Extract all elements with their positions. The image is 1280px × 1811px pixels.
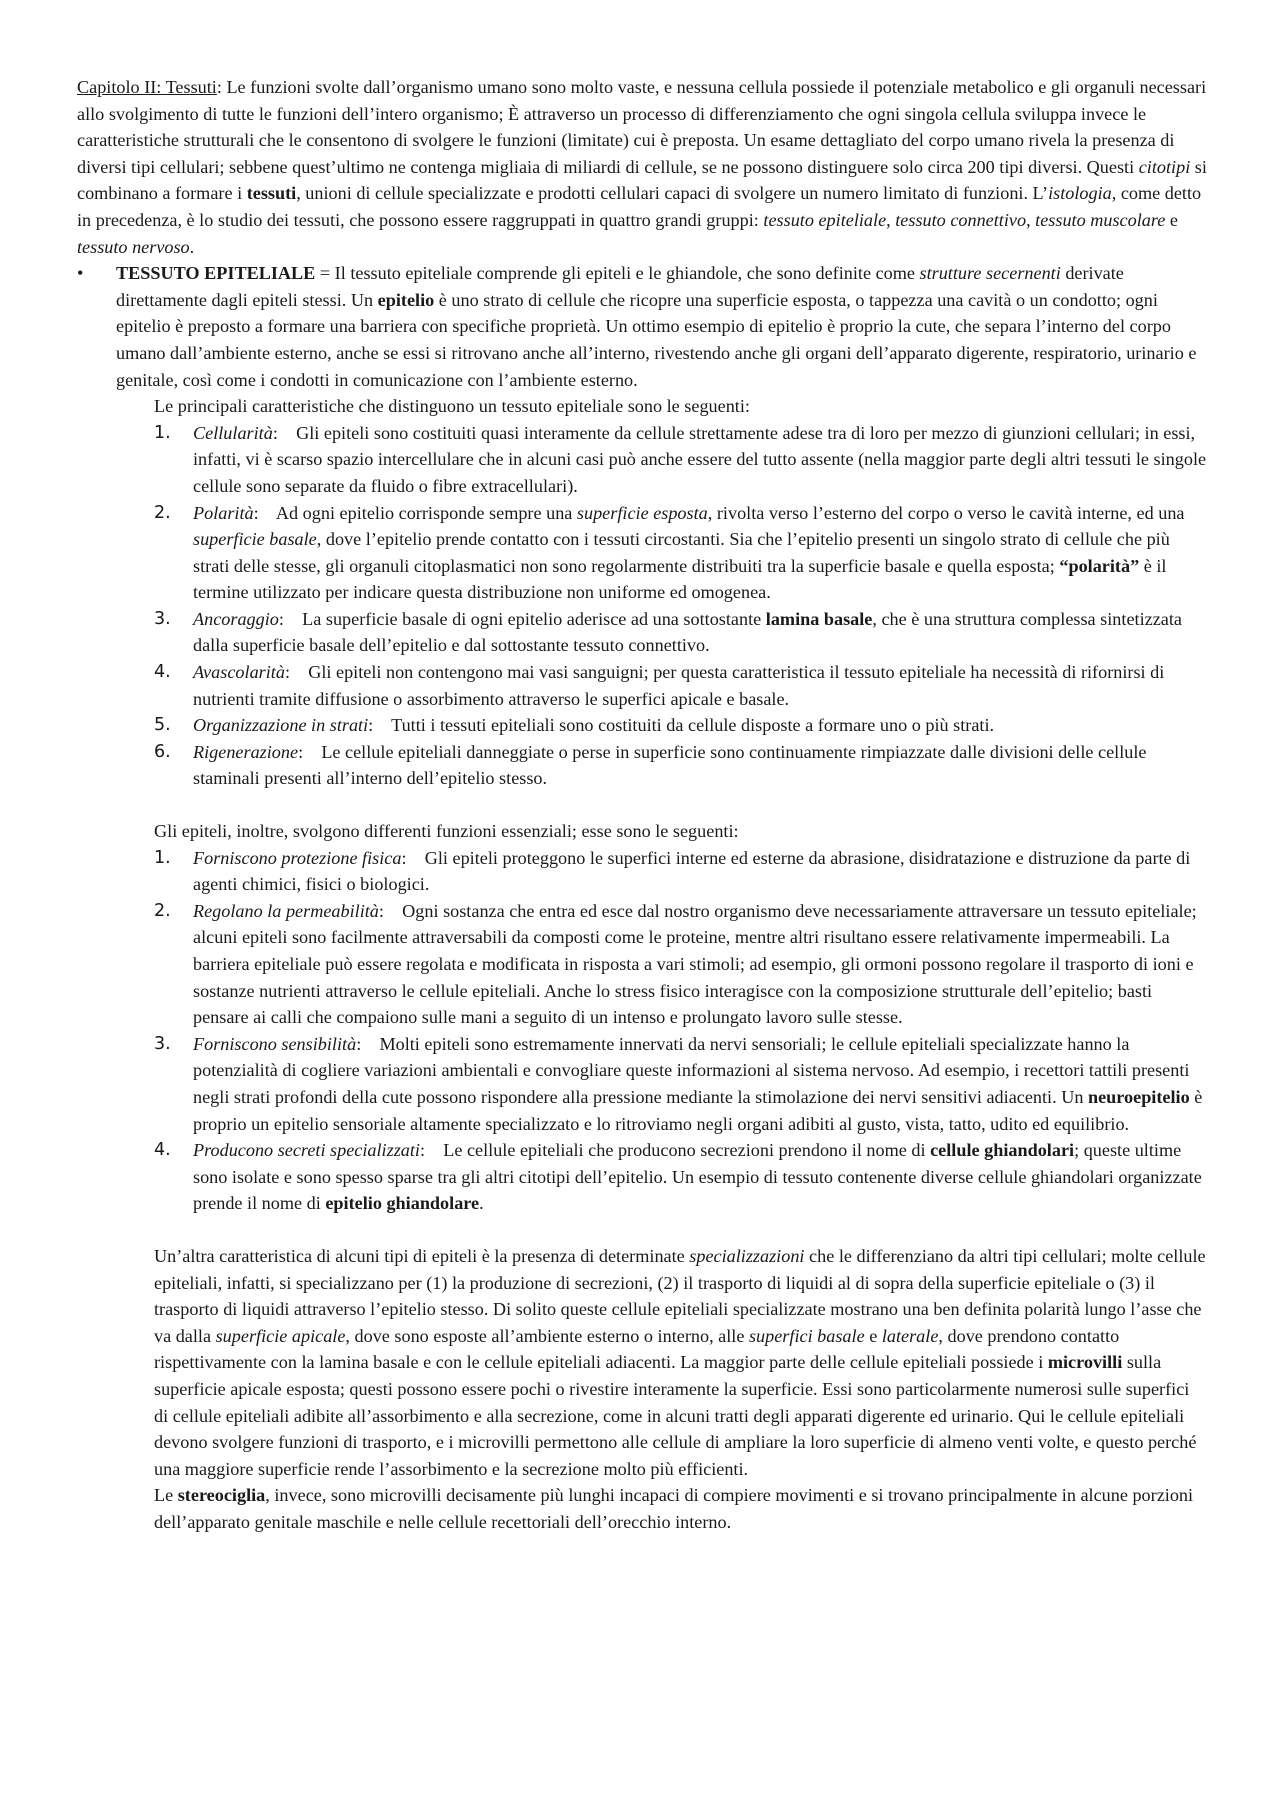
list-item: 3. Forniscono sensibilità: Molti epiteli sono estremamente innervati da nervi sensoriali; le cellule epiteliali specializzate hanno la potenzialità di cogliere variazioni ambientali e convogliare queste informazioni al sistema nervoso. Ad esempio, i recettori tattili presenti negli strati profondi della cute possono rispondere alla pressione mediante la stimolazione dei nervi sensitivi adiacenti. Un neuroepitelio è proprio un epitelio sensoriale altamente specializzato e lo ritroviamo negli organi adibiti al gusto, vista, tatto, udito ed equilibrio. <box>154 1033 1203 1134</box>
specializzazioni-paragraph: Un’altra caratteristica di alcuni tipi di epiteli è la presenza di determinate specializzazioni che le differenziano da altri tipi cellulari; molte cellule epiteliali, infatti, si specializzano per (1) la produzione di secrezioni, (2) il trasporto di liquidi al di sopra della superficie epiteliale o (3) il trasporto di liquidi attraverso l’epitelio stesso. Di solito queste cellule epiteliali specializzate mostrano una ben definita polarità lungo l’asse che va dalla superficie apicale, dove sono esposte all’ambiente esterno o interno, alle superfici basale e laterale, dove prendono contatto rispettivamente con la lamina basale e con le cellule epiteliali adiacenti. La maggior parte delle cellule epiteliali possiede i microvilli sulla superficie apicale esposta; questi possono essere pochi o rivestire interamente la superficie. Essi sono particolarmente numerosi sulle superfici di cellule epiteliali adibite all’assorbimento e alla secrezione, come in alcuni tratti degli apparati digerente ed urinario. Qui le cellule epiteliali devono svolgere funzioni di trasporto, e i microvilli permettono alle cellule di ampliare la loro superficie di almeno venti volte, e questo perché una maggiore superficie rende l’assorbimento e la secrezione molto più efficienti. <box>154 1245 1206 1479</box>
chapter-heading: Capitolo II: Tessuti <box>77 77 217 97</box>
funzioni-list <box>154 845 1207 1217</box>
list-item: 3. Ancoraggio: La superficie basale di ogni epitelio aderisce ad una sottostante lamina basale, che è una struttura complessa sintetizzata dalla superficie basale dell’epitelio e dal sottostante tessuto connettivo. <box>154 608 1182 656</box>
bullet-marker: • <box>77 263 84 284</box>
section-title: TESSUTO EPITELIALE <box>116 263 316 284</box>
funzioni-intro: Gli epiteli, inoltre, svolgono differenti funzioni essenziali; esse sono le seguenti: <box>154 821 739 842</box>
epitelio-bullet-item: • TESSUTO EPITELIALE = Il tessuto epiteliale comprende gli epiteli e le ghiandole, che sono definite come strutture secernenti derivate direttamente dagli epiteli stessi. Un epitelio è uno strato di cellule che ricopre una superficie esposta, o tappezza una cavità o un condotto; ogni epitelio è preposto a formare una barriera con specifiche proprietà. Un ottimo esempio di epitelio è proprio la cute, che separa l’interno del corpo umano dall’ambiente esterno, anche se essi si ritrovano anche all’interno, rivestendo anche gli organi dell’apparato digerente, respiratorio, urinario e genitale, così come i condotti in comunicazione con l’ambiente esterno. <box>77 260 1207 393</box>
list-item: 2. Regolano la permeabilità: Ogni sostanza che entra ed esce dal nostro organismo deve necessariamente attraversare un tessuto epiteliale; alcuni epiteli sono facilmente attraversabili da composti come le proteine, mentre altri risultano essere relativamente impermeabili. La barriera epiteliale può essere regolata e modificata in risposta a vari stimoli; ad esempio, gli ormoni possono regolare il trasporto di ioni e sostanze nutrienti attraverso le cellule epiteliali. Anche lo stress fisico interagisce con la composizione strutturale dell’epitelio; basti pensare ai calli che compaiono sulle mani a seguito di un intenso e prolungato lavoro sulle stesse. <box>154 900 1197 1028</box>
document-page <box>77 74 1207 1535</box>
caratteristiche-list <box>154 420 1207 792</box>
intro-paragraph: Capitolo II: Tessuti: Le funzioni svolte dall’organismo umano sono molto vaste, e nessuna cellula possiede il potenziale metabolico e gli organuli necessari allo svolgimento di tutte le funzioni dell’intero organismo; È attraverso un processo di differenziamento che ogni singola cellula sviluppa invece le caratteristiche strutturali che le consentono di svolgere le funzioni (limitate) cui è preposta. Un esame dettagliato del corpo umano rivela la presenza di diversi tipi cellulari; sebbene quest’ultimo ne contenga migliaia di miliardi di cellule, se ne possono distinguere solo circa 200 tipi diversi. Questi citotipi si combinano a formare i tessuti, unioni di cellule specializzate e prodotti cellulari capaci di svolgere un numero limitato di funzioni. L’istologia, come detto in precedenza, è lo studio dei tessuti, che possono essere raggruppati in quattro grandi gruppi: tessuto epiteliale, tessuto connettivo, tessuto muscolare e tessuto nervoso. <box>77 77 1207 257</box>
list-item: 6. Rigenerazione: Le cellule epiteliali danneggiate o perse in superficie sono continuamente rimpiazzate dalle divisioni delle cellule staminali presenti all’interno dell’epitelio stesso. <box>154 741 1147 789</box>
spacer <box>77 1217 1207 1243</box>
spacer <box>77 792 1207 818</box>
list-item: 2. Polarità: Ad ogni epitelio corrisponde sempre una superficie esposta, rivolta verso l’esterno del corpo o verso le cavità interne, ed una superficie basale, dove l’epitelio prende contatto con i tessuti circostanti. Sia che l’epitelio presenti un singolo strato di cellule che più strati delle stesse, gli organuli citoplasmatici non sono regolarmente distribuiti tra la superficie basale e quella esposta; “polarità” è il termine utilizzato per indicare questa distribuzione non uniforme ed omogenea. <box>154 502 1185 603</box>
list-item: 4. Producono secreti specializzati: Le cellule epiteliali che producono secrezioni prendono il nome di cellule ghiandolari; queste ultime sono isolate e sono spesso sparse tra gli altri citotipi dell’epitelio. Un esempio di tessuto contenente diverse cellule ghiandolari organizzate prende il nome di epitelio ghiandolare. <box>154 1140 1202 1214</box>
list-item: 1. Forniscono protezione fisica: Gli epiteli proteggono le superfici interne ed esterne da abrasione, disidratazione e distruzione da parte di agenti chimici, fisici o biologici. <box>154 847 1191 895</box>
list-item: 4. Avascolarità: Gli epiteli non contengono mai vasi sanguigni; per questa caratteristica il tessuto epiteliale ha necessità di rifornirsi di nutrienti tramite diffusione o assorbimento attraverso le superfici apicale e basale. <box>154 662 1165 709</box>
list-item: 1. Cellularità: Gli epiteli sono costituiti quasi interamente da cellule strettamente adese tra di loro per mezzo di giunzioni cellulari; in essi, infatti, vi è scarso spazio intercellulare che in alcuni casi può anche essere del tutto assente (nella maggior parte degli altri tessuti le singole cellule sono separate da fluido o fibre extracellulari). <box>154 422 1207 496</box>
stereociglia-paragraph: Le stereociglia, invece, sono microvilli decisamente più lunghi incapaci di compiere movimenti e si trovano principalmente in alcune porzioni dell’apparato genitale maschile e nelle cellule recettoriali dell’orecchio interno. <box>154 1485 1194 1532</box>
list-item: 5. Organizzazione in strati: Tutti i tessuti epiteliali sono costituiti da cellule disposte a formare uno o più strati. <box>154 715 995 736</box>
caratteristiche-intro: Le principali caratteristiche che distinguono un tessuto epiteliale sono le seguenti: <box>154 396 750 417</box>
